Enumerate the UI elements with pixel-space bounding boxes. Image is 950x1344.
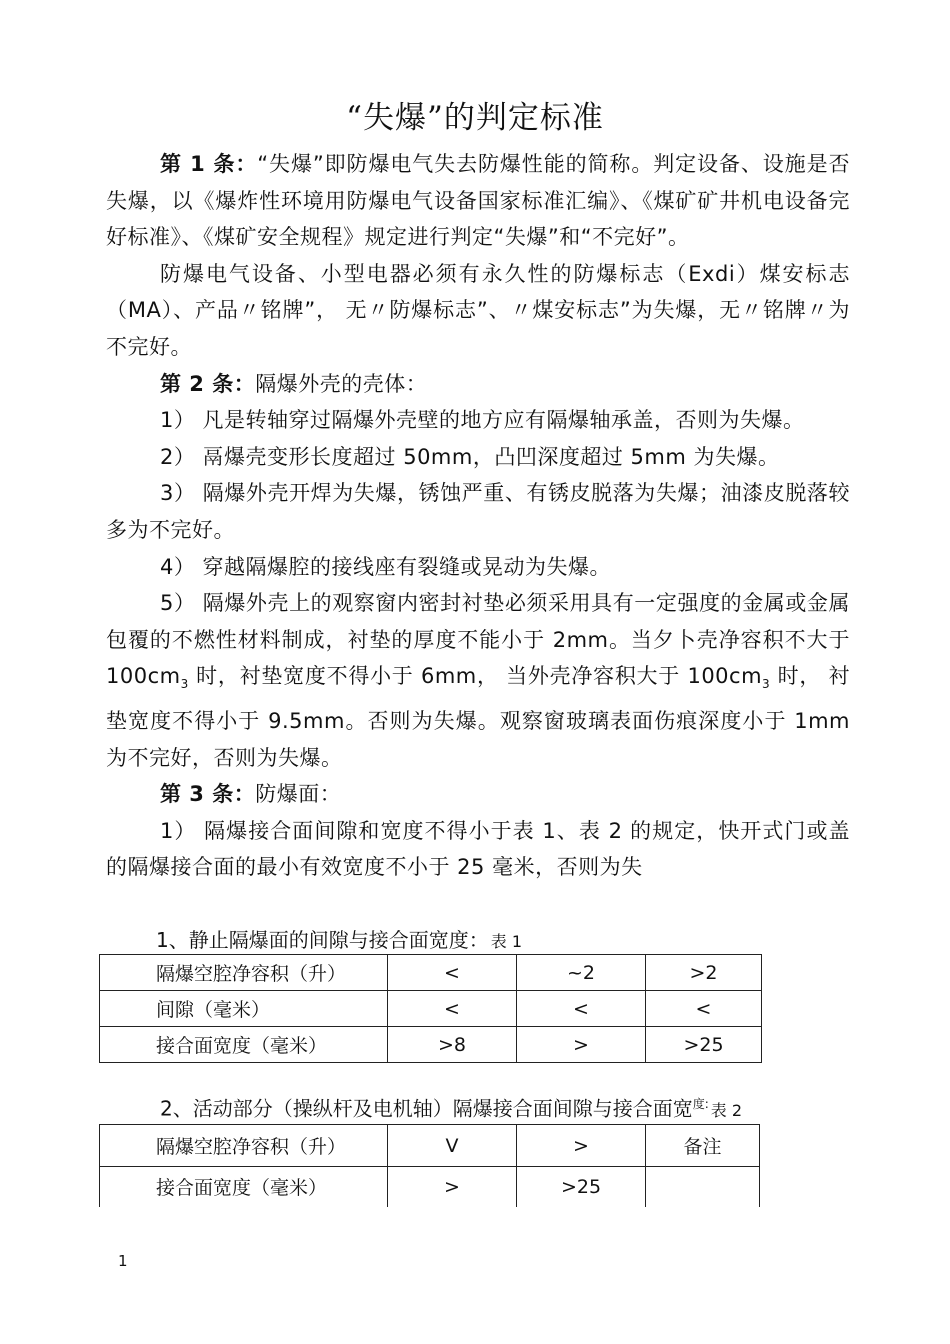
- table-cell: >2: [646, 955, 762, 991]
- table-2-caption: [160, 1090, 742, 1125]
- table-cell: <: [388, 955, 517, 991]
- article-2-heading: [106, 366, 850, 403]
- article-1: [106, 146, 850, 256]
- table-2: [99, 1124, 760, 1207]
- table-row: [100, 1125, 760, 1167]
- table-row: [100, 1027, 762, 1063]
- table-row: [100, 1167, 760, 1207]
- item-5-part-b: 时，衬垫宽度不得小于 6mm， 当外壳净容积大于 100cm: [188, 664, 763, 689]
- article-2-item-2: 2） 鬲爆壳变形长度超过 50mm，凸凹深度超过 5mm 为失爆。: [160, 444, 780, 469]
- item-5-part-c: 时， 衬垫宽度不得小于 9.5mm。否则为失爆。观察窗玻璃表面伤痕深度小于 1mm 为不完好，否则为失爆。: [106, 664, 850, 770]
- article-2-item-3: 3） 隔爆外壳开焊为失爆，锈蚀严重、有锈皮脱落为失爆；油漆皮脱落较多为不完好。: [106, 481, 850, 542]
- table-cell: <: [388, 991, 517, 1027]
- article-1-label: 第 1 条：: [160, 152, 258, 176]
- article-2-title: 隔爆外壳的壳体：: [255, 371, 428, 396]
- table-1-caption: [156, 926, 522, 956]
- table-cell: 接合面宽度（毫米）: [100, 1167, 388, 1207]
- table-cell: 备注: [646, 1125, 760, 1167]
- table-cell: 接合面宽度（毫米）: [100, 1027, 388, 1063]
- table-2-caption-text: 2、活动部分（操纵杆及电机轴）隔爆接合面间隙与接合面宽: [160, 1096, 693, 1121]
- table-cell: 隔爆空腔净容积（升）: [100, 1125, 388, 1167]
- item-5-unit-exponent-2: 3: [762, 677, 771, 692]
- table-1: [99, 954, 762, 1063]
- table-cell: <: [646, 991, 762, 1027]
- table-cell: <: [517, 991, 646, 1027]
- table-cell: >: [388, 1167, 517, 1207]
- item-5-part-a: 5） 隔爆外壳上的观察窗内密封衬垫必须采用具有一定强度的金属或金属包覆的不燃性材料制成，衬垫的厚度不能小于 2mm。当夕卜壳净容积不大于 100cm: [106, 591, 850, 689]
- article-3-item-1: 1） 隔爆接合面间隙和宽度不得小于表 1、表 2 的规定，快开式门或盖的隔爆接合面的最小有效宽度不小于 25 毫米，否则为失: [106, 818, 850, 880]
- table-cell: [646, 1167, 760, 1207]
- table-cell: ~2: [517, 955, 646, 991]
- page-number: 1: [118, 1252, 128, 1270]
- article-2-item-1: 1） 凡是转轴穿过隔爆外壳壁的地方应有隔爆轴承盖，否则为失爆。: [160, 408, 805, 433]
- page-title: “失爆”的判定标准: [346, 100, 604, 136]
- table-cell: >25: [517, 1167, 646, 1207]
- article-3-label: 第 3 条：: [160, 782, 256, 807]
- table-1-tag: 表 1: [490, 932, 523, 951]
- article-2-item-5: [106, 585, 850, 776]
- table-cell: >: [517, 1125, 646, 1167]
- table-cell: >25: [646, 1027, 762, 1063]
- article-2-label: 第 2 条：: [160, 371, 256, 396]
- article-3-title: 防爆面：: [255, 782, 342, 807]
- body-text: [106, 146, 850, 886]
- table-row: [100, 991, 762, 1027]
- article-3-heading: [106, 776, 850, 813]
- article-1-text: “失爆”即防爆电气失去防爆性能的简称。判定设备、设施是否失爆，以《爆炸性环境用防爆电气设备国家标准汇编》、《煤矿矿井机电设备完好标准》、《煤矿安全规程》规定进行判定“失爆”和“不完好”。: [106, 152, 850, 250]
- table-cell: V: [388, 1125, 517, 1167]
- table-1-caption-text: 1、静止隔爆面的间隙与接合面宽度：: [156, 928, 489, 952]
- article-2-item-4: 4） 穿越隔爆腔的接线座有裂缝或晃动为失爆。: [160, 554, 612, 579]
- table-2-tag: 表 2: [710, 1100, 743, 1120]
- paragraph-marks: 防爆电气设备、小型电器必须有永久性的防爆标志（Exdi）煤安标志（MA）、产品〃铭牌”， 无〃防爆标志”、〃煤安标志”为失爆，无〃铭牌〃为不完好。: [106, 261, 850, 359]
- item-5-unit-exponent-1: 3: [180, 677, 189, 692]
- table-cell: 隔爆空腔净容积（升）: [100, 955, 388, 991]
- table-cell: 间隙（毫米）: [100, 991, 388, 1027]
- table-cell: >8: [388, 1027, 517, 1063]
- table-cell: >: [517, 1027, 646, 1063]
- table-row: [100, 955, 762, 991]
- table-2-caption-sup: 度:: [692, 1097, 709, 1111]
